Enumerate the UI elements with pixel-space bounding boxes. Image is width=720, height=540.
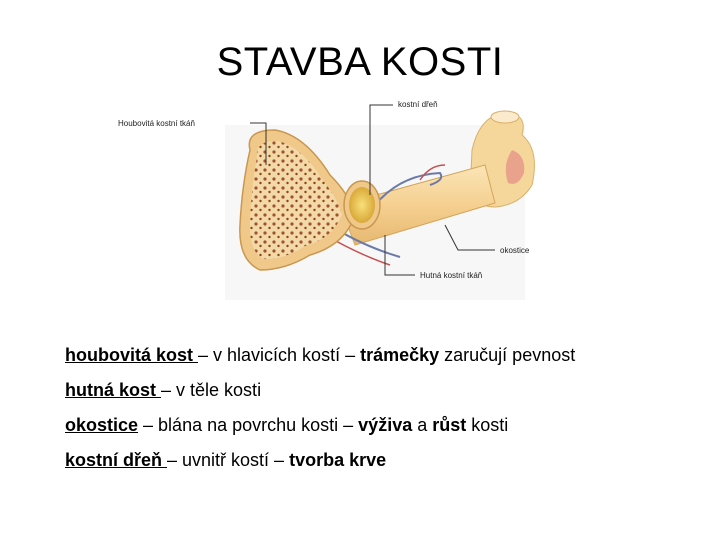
callout-periosteum: okostice bbox=[500, 246, 530, 255]
bullet-periosteum bbox=[65, 408, 705, 443]
bullet-spongy-bone bbox=[65, 338, 705, 373]
callout-bone-marrow: kostní dřeň bbox=[398, 100, 438, 109]
bone-structure-diagram bbox=[100, 95, 560, 310]
text: – uvnitř kostí – bbox=[167, 450, 290, 470]
slide-title: STAVBA KOSTI bbox=[216, 40, 504, 84]
callout-compact-tissue: Hutná kostní tkáň bbox=[420, 271, 483, 280]
term: kostní dřeň bbox=[65, 450, 168, 470]
bold-text: trámečky bbox=[360, 345, 440, 365]
bold-text: výživa bbox=[358, 415, 413, 435]
bullet-compact-bone bbox=[65, 373, 705, 408]
bullet-bone-marrow bbox=[65, 443, 705, 478]
bold-text: tvorba krve bbox=[289, 450, 387, 470]
text: zaručují pevnost bbox=[439, 345, 576, 365]
text: kosti bbox=[466, 415, 509, 435]
text: – v hlavicích kostí – bbox=[198, 345, 361, 365]
text: – blána na povrchu kosti – bbox=[138, 415, 359, 435]
bullet-list bbox=[65, 338, 705, 478]
callout-spongy-tissue: Houbovitá kostní tkáň bbox=[118, 119, 195, 128]
term: okostice bbox=[65, 415, 139, 435]
bold-text: růst bbox=[432, 415, 467, 435]
term: hutná kost bbox=[65, 380, 162, 400]
term: houbovitá kost bbox=[65, 345, 199, 365]
text: a bbox=[412, 415, 433, 435]
text: – v těle kosti bbox=[161, 380, 262, 400]
